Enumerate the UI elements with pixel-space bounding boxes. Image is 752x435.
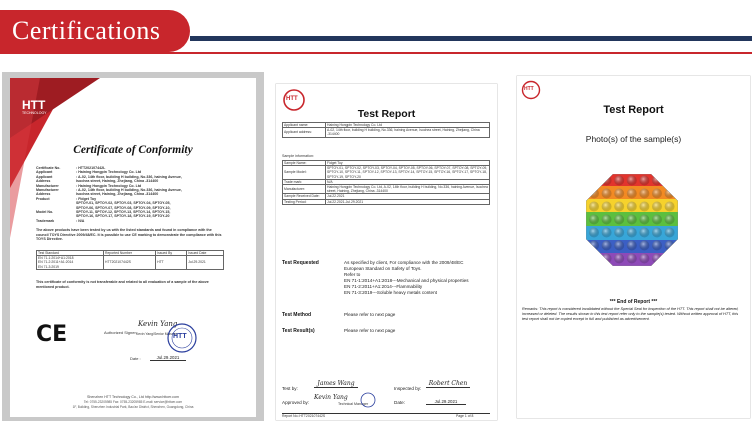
table-cell: Sample Model: — [283, 166, 326, 180]
toy-bubble — [627, 202, 637, 212]
table-cell: Sample Name: — [283, 161, 326, 166]
toy-bubble — [652, 228, 662, 238]
toy-bubble — [665, 241, 675, 251]
table-cell: Jul.22.2021-Jul.29.2021 — [326, 199, 490, 204]
table-cell: N/A — [326, 179, 490, 184]
table-row — [283, 128, 490, 137]
certificate-field-value: : Haining Hongpin Technology Co. Ltd — [76, 170, 142, 175]
table-cell: HTT — [156, 256, 187, 270]
certificate-statement: The above products have been tested by us with the listed standards and found in compliance with the council TOYS Directive 2009/48/EC. It is possible to use CE marking to demonstrate the compliance with this TOYS Directive. — [36, 228, 222, 242]
approved-by-title: Technical Manager — [338, 402, 369, 406]
report-seal-icon — [360, 392, 376, 408]
toy-bubble — [614, 176, 624, 186]
toy-bubble — [589, 241, 599, 251]
certificate-field-value: : HTT202107442L — [76, 166, 106, 170]
certificate-field-key: Address — [36, 192, 51, 197]
toy-bubble — [589, 202, 599, 212]
toy-bubble — [589, 176, 599, 186]
table-header: Issued By — [156, 251, 187, 256]
authorized-signer-label: Authorized Signer: — [104, 330, 137, 335]
test-method-label: Test Method — [282, 312, 312, 318]
table-cell: Applicant name: — [283, 123, 326, 128]
toy-bubble — [639, 215, 649, 225]
section-title-banner — [0, 10, 190, 52]
toy-bubble — [665, 176, 675, 186]
certificate-field-key: Model No. — [36, 210, 54, 215]
toy-bubble — [589, 228, 599, 238]
sample-info-heading: Sample information: — [282, 154, 314, 158]
toy-bubble — [665, 189, 675, 199]
authorized-signature: Kevin Yang — [138, 320, 178, 328]
authorized-signer-name: Kevin Yang/Senior Manager — [136, 332, 179, 336]
certificate-field-key: Manufacturer — [36, 188, 59, 193]
toy-bubble — [652, 241, 662, 251]
toy-bubble — [639, 202, 649, 212]
test-requested-line: European Standard on Safety of Toys. — [344, 266, 422, 271]
certificate-field-value: Isochea street, Haining, Zhejiang, China -314400 — [76, 192, 159, 197]
seal-text: HTT — [173, 333, 187, 340]
photo-page-subtitle: Photo(s) of the sample(s) — [585, 134, 682, 144]
toy-bubble — [652, 202, 662, 212]
certificate-field-key: Applicant — [36, 170, 53, 175]
certificate-background — [10, 78, 256, 417]
sample-table — [282, 160, 490, 205]
toy-bubble — [627, 215, 637, 225]
table-header: Reported Number — [104, 251, 156, 256]
toy-bubble — [652, 176, 662, 186]
photo-report-page — [517, 76, 750, 418]
table-row — [283, 185, 490, 194]
toy-bubble — [614, 228, 624, 238]
certificate-footer-1: Shenzhen HTT Technology Co., Ltd http://www.httcer.com — [87, 395, 179, 399]
report-logo: HTT — [286, 96, 298, 102]
table-row — [283, 166, 490, 180]
toy-bubble — [652, 254, 662, 264]
table-cell: Fidget Toy — [326, 161, 490, 166]
title-rule-navy — [190, 36, 752, 41]
certificate-field-key: Trademark — [36, 218, 55, 223]
section-title: Certifications — [12, 16, 161, 45]
approved-by-label: Approved by: — [282, 400, 310, 405]
toy-bubble — [665, 228, 675, 238]
table-header: Test Standard — [37, 251, 104, 256]
test-requested-label: Test Requested — [282, 260, 319, 266]
fidget-toy-photo — [586, 174, 678, 266]
certificate-document — [10, 78, 256, 417]
table-cell: Testing Period: — [283, 199, 326, 204]
toy-bubble — [602, 215, 612, 225]
toy-bubble — [627, 189, 637, 199]
test-result-value: Please refer to next page — [344, 328, 396, 333]
toy-bubble — [602, 241, 612, 251]
table-row — [283, 199, 490, 204]
inspected-by-signature: Robert Chen — [426, 380, 470, 388]
report-number: Report No.:HTT202107442S — [282, 414, 326, 418]
table-cell: Trade mark: — [283, 179, 326, 184]
toy-bubble — [589, 215, 599, 225]
table-cell: HTT202107442S — [104, 256, 156, 270]
test-requested-line: EN 71-3:2019---Soluble heavy metals content — [344, 290, 437, 295]
certificate-field-value: SPTOY-16, SPTOY-17, SPTOY-18, SPTOY-19, SPTOY-20 — [76, 214, 170, 219]
toy-bubble — [627, 241, 637, 251]
test-requested-line: EN 71-1:2014+A1:2018---Mechanical and physical properties — [344, 278, 469, 283]
test-requested-line: EN 71-2:2011+A1:2014---Flammability — [344, 284, 423, 289]
certificate-fields — [36, 166, 182, 223]
certificate-field-value: SPTOY-11, SPTOY-12, SPTOY-13, SPTOY-14, SPTOY-15, — [76, 210, 171, 215]
certificate-field-value: SPTOY-01, SPTOY-02, SPTOY-03, SPTOY-04, SPTOY-05, — [76, 201, 171, 206]
report-page-number: Page 1 of 8 — [456, 414, 474, 418]
toy-bubble — [614, 215, 624, 225]
table-cell: SPTOY-01, SPTOY-02, SPTOY-03, SPTOY-04, SPTOY-05, SPTOY-06, SPTOY-07, SPTOY-08, SPTOY-09, SPTOY-10, SPTOY-11, SPTOY-12, SPTOY-13, SPTOY-14, SPTOY-15, SPTOY-16, SPTOY-17, SPTOY-18, SPTOY-19, SPTOY-20 — [326, 166, 490, 180]
table-row — [37, 256, 224, 270]
toy-bubble — [639, 176, 649, 186]
toy-bubble — [614, 254, 624, 264]
certificate-footer-2: Tel: 0755-23205985 Fax: 0755-23205985 E-mail: service@httcer.com — [83, 400, 183, 404]
title-rule-red — [0, 52, 752, 54]
toy-bubble — [652, 215, 662, 225]
certificate-field-value: Isochea street, Haining, Zhejiang, China -314400 — [76, 179, 159, 184]
certificate-standards-table — [36, 250, 224, 270]
table-cell: Jul.29.2021 — [187, 256, 224, 270]
test-by-label: Test by: — [282, 386, 298, 391]
toy-bubble — [614, 189, 624, 199]
toy-bubble — [665, 254, 675, 264]
certificate-field-value: : A-02, 14th floor, building H building, No.336, haining Avenue, — [76, 174, 182, 179]
table-cell: Sample Received Date: — [283, 194, 326, 199]
table-cell: Jul.22.2021 — [326, 194, 490, 199]
test-method-value: Please refer to next page — [344, 312, 396, 317]
toy-bubble — [602, 189, 612, 199]
test-report-page — [276, 84, 497, 420]
toy-bubble — [614, 202, 624, 212]
toy-bubble — [639, 241, 649, 251]
report-remark: Remarks: This report is considered invalidated without the Special Seal for Inspection of the HTT. This report shall not be altered, increased or deleted. The results shown in this test report refer only to the sample(s) tested. Without written approval of HTT, this test report shall not be copied except in full and published as advertisement. — [522, 307, 739, 321]
certificate-field-value: : Haining Hongpin Technology Co. Ltd — [76, 183, 142, 188]
certificate-field-value: SPTOY-06, SPTOY-07, SPTOY-08, SPTOY-09, SPTOY-10, — [76, 205, 171, 210]
certificate-field-key: Product — [36, 196, 50, 201]
toy-bubble — [665, 215, 675, 225]
photo-page-logo: HTT — [524, 86, 534, 92]
certificate-field-key: Certificate No. — [36, 166, 61, 170]
certificate-date: Jul.29.2021 — [150, 355, 186, 361]
table-header: Issued Date — [187, 251, 224, 256]
certificate-logo-sub: TECHNOLOGY — [22, 111, 47, 115]
certificate-field-value: : Fidget Toy — [76, 196, 97, 201]
report-date: Jul.29.2021 — [426, 399, 466, 405]
certificate-field-value: : N/A — [76, 218, 85, 223]
test-by-signature: James Wang — [314, 380, 358, 388]
toy-bubble — [665, 202, 675, 212]
certificate-field-value: : A-02, 14th floor, building H building, No.336, haining Avenue, — [76, 188, 182, 193]
certificate-logo: HTT — [22, 98, 46, 112]
table-cell: Haining Hongpin Technology Co. Ltd — [326, 123, 490, 128]
certificate-title: Certificate of Conformity — [73, 144, 193, 156]
certificate-frame — [2, 72, 264, 421]
table-cell: A-02, 14th floor, building H building, No.336, haining Avenue, Isochea street, Haining, Zhejiang, China -314400 — [326, 128, 490, 137]
toy-bubble — [639, 189, 649, 199]
test-requested-line: Refer to — [344, 272, 361, 277]
test-requested-lines — [344, 260, 469, 296]
toy-bubble — [639, 254, 649, 264]
toy-bubble — [602, 254, 612, 264]
table-cell: Haining Hongpin Technology Co. Ltd, A-02, 14th floor, building H building, No.336, haining Avenue, Isochea street, Haining, Zhejiang, China -314400 — [327, 185, 488, 194]
certificate-footer-3: 1F, Building, Shenzhen Industrial Park, Bao'an District, Shenzhen, Guangdong, China — [72, 405, 194, 409]
end-of-report: *** End of Report *** — [609, 299, 658, 305]
certificate-field-key: Address — [36, 179, 51, 184]
toy-bubble — [614, 241, 624, 251]
applicant-table — [282, 122, 490, 138]
certificate-date-label: Date : — [130, 356, 141, 361]
toy-bubble — [589, 189, 599, 199]
toy-bubble — [589, 254, 599, 264]
approved-by-signature: Kevin Yang — [314, 394, 348, 401]
certificate-field-key: Manufacturer — [36, 183, 59, 188]
toy-bubble — [627, 176, 637, 186]
photo-page-title: Test Report — [603, 104, 664, 116]
certificate-statement-2: This certificate of conformity is not transferable and related to all evaluation of a sample of the above mentioned product. — [36, 280, 209, 289]
inspected-by-label: Inspected by: — [394, 386, 422, 391]
certificate-field-key: Applicant — [36, 174, 53, 179]
toy-bubble — [639, 228, 649, 238]
toy-bubble — [627, 228, 637, 238]
toy-bubble — [602, 202, 612, 212]
certificate-field-row — [36, 219, 182, 223]
test-requested-line: As specified by client, For compliance with the 2009/48/EC — [344, 260, 464, 265]
table-cell: Applicant address: — [283, 128, 326, 137]
ce-mark: CE — [36, 322, 68, 347]
report-title: Test Report — [357, 108, 416, 120]
report-date-label: Date: — [394, 400, 405, 405]
table-cell: EN 71-1:2014+A1:2018 EN 71-2:2011+A1:2014 EN 71-3:2019 — [37, 256, 104, 270]
table-cell: Manufacturer: — [283, 185, 326, 194]
toy-bubble — [602, 228, 612, 238]
test-result-label: Test Result(s) — [282, 328, 315, 334]
toy-bubble — [652, 189, 662, 199]
toy-bubble — [627, 254, 637, 264]
